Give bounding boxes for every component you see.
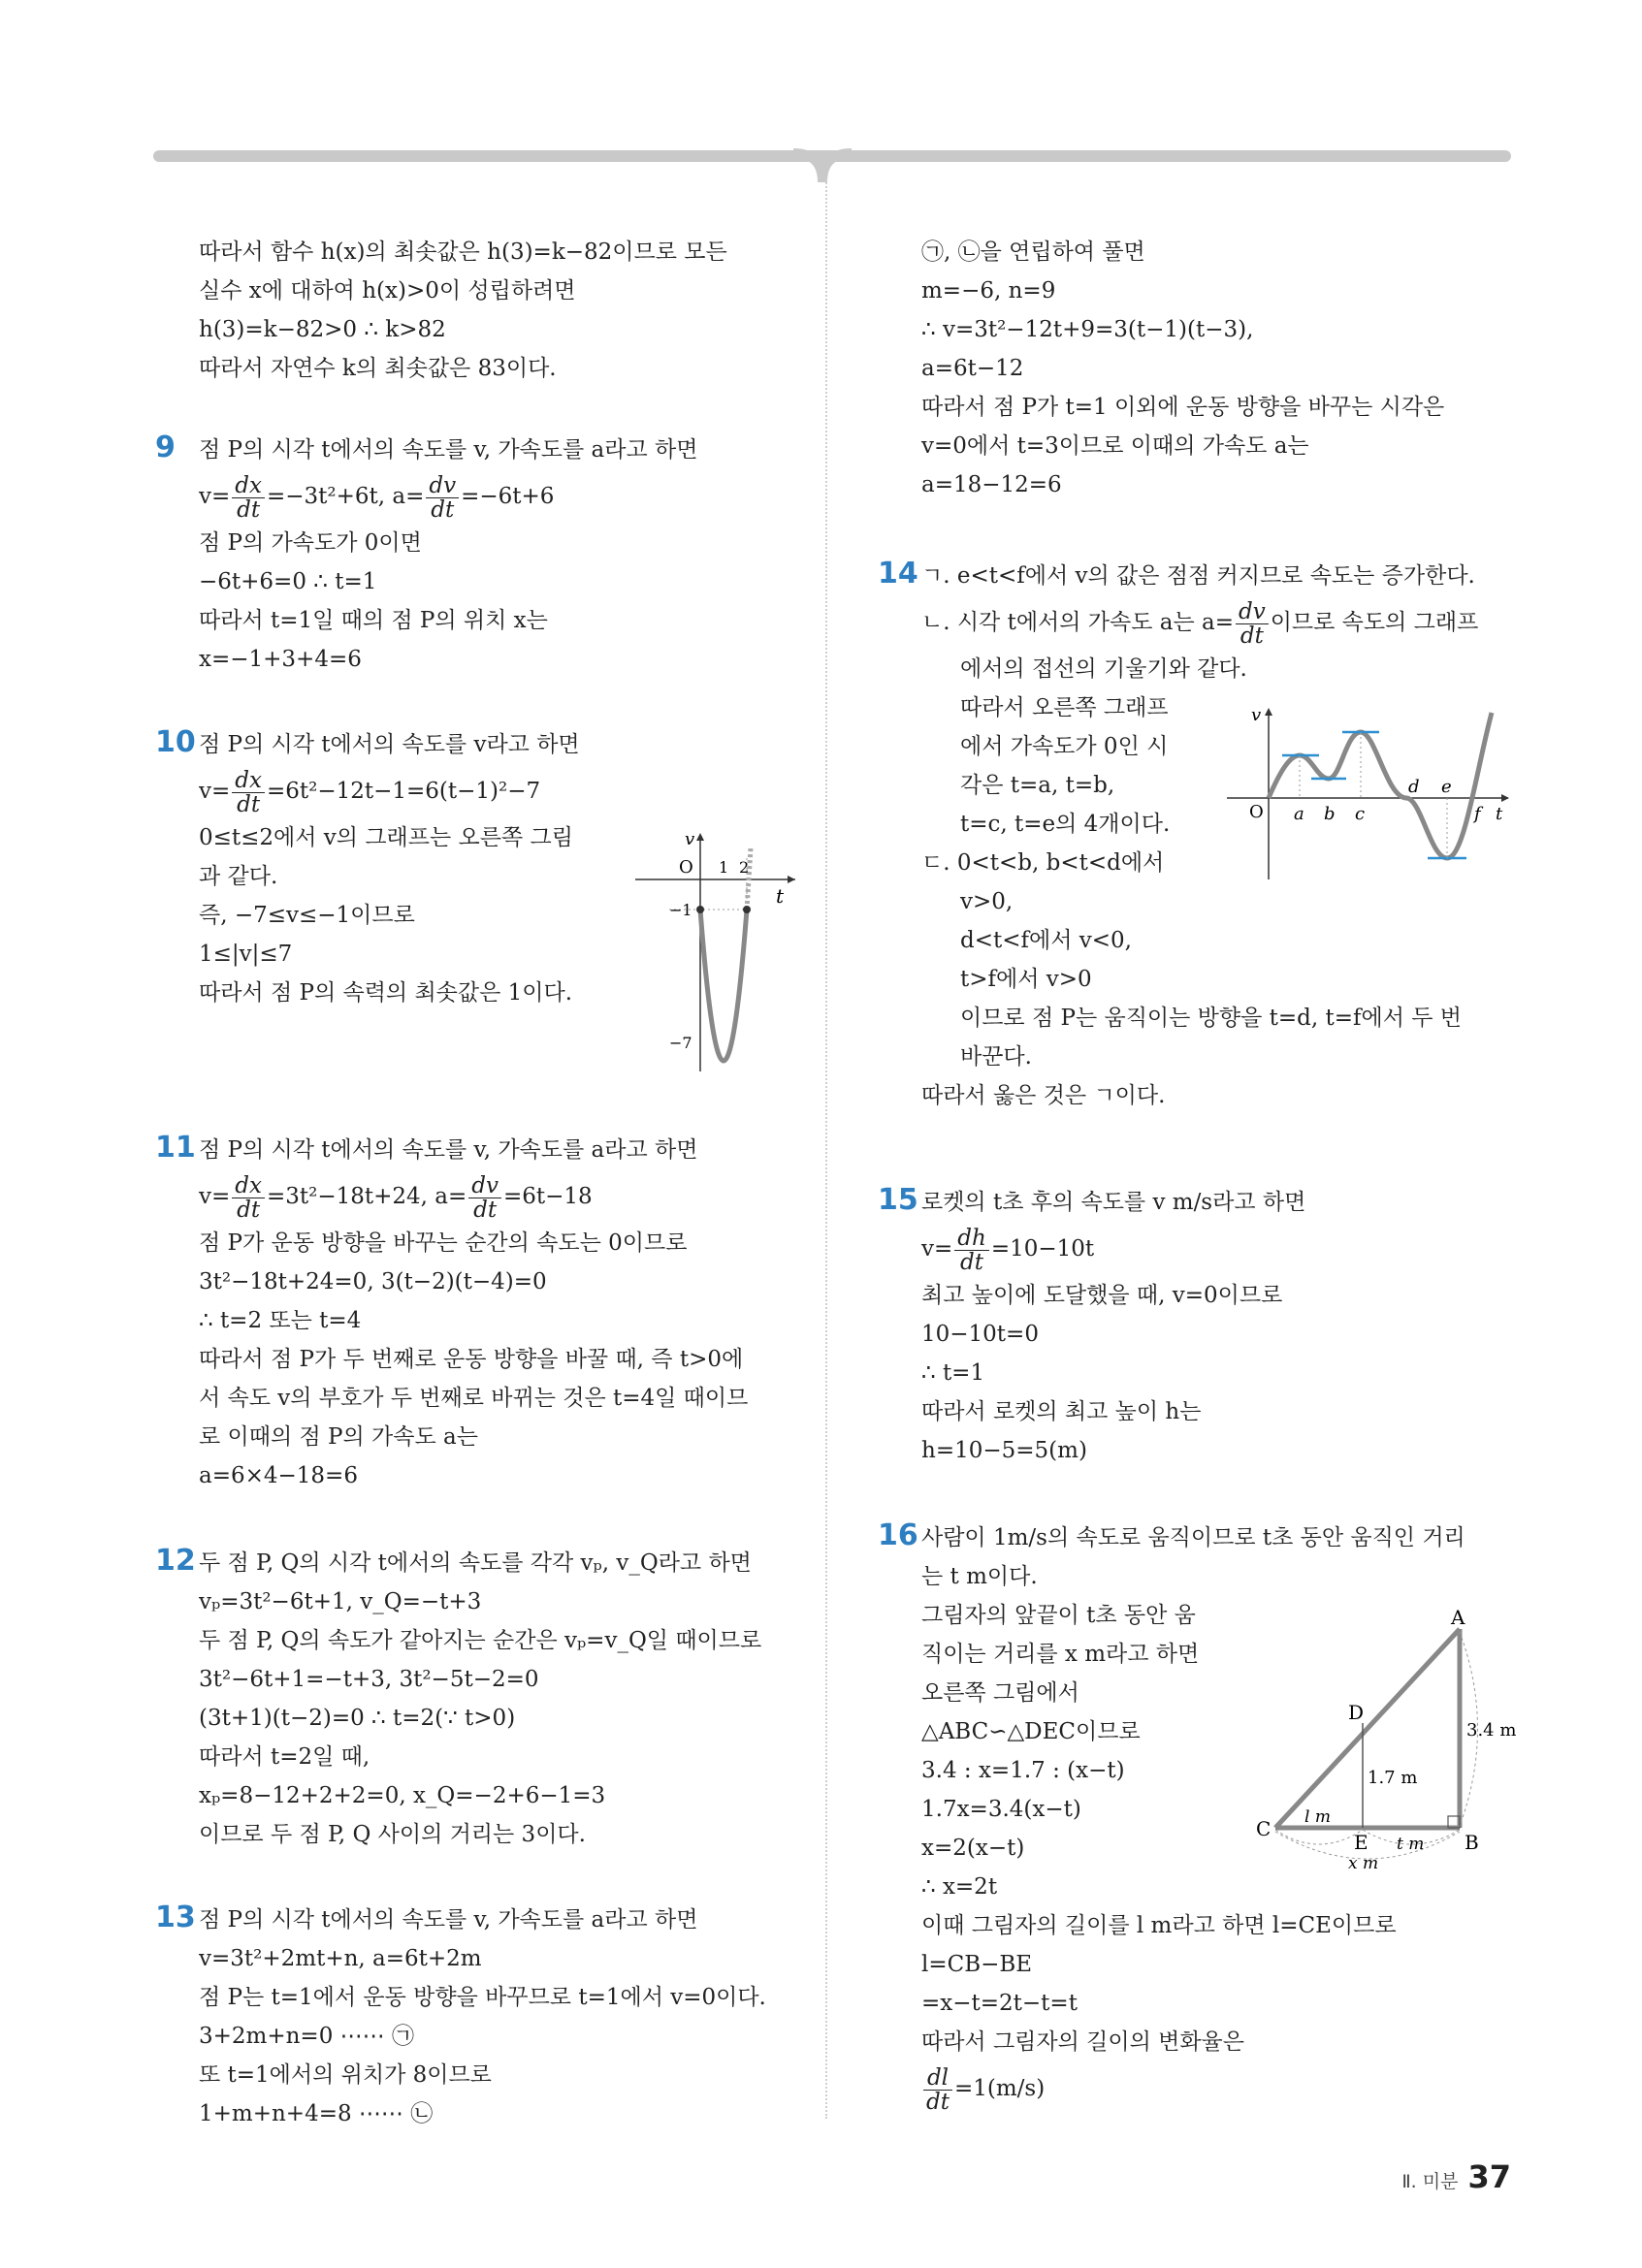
text-line: 그림자의 앞끝이 t초 동안 움 bbox=[921, 1603, 1196, 1628]
length-label: l m bbox=[1304, 1807, 1331, 1827]
text-line: 이때 그림자의 길이를 l m라고 하면 l=CE이므로 bbox=[921, 1913, 1397, 1938]
v-label: v bbox=[685, 829, 695, 849]
text-line: △ABC∽△DEC이므로 bbox=[921, 1719, 1141, 1744]
text-line: m=−6, n=9 bbox=[921, 278, 1056, 303]
text-line: 바꾼다. bbox=[960, 1044, 1032, 1070]
fraction bbox=[1236, 600, 1269, 648]
point bbox=[743, 906, 751, 913]
text-line: 점 P가 운동 방향을 바꾸는 순간의 속도는 0이므로 bbox=[199, 1230, 688, 1256]
text-line: v>0, bbox=[960, 889, 1014, 914]
text: =−3t²+6t, a= bbox=[266, 484, 425, 509]
text-line: ㄷ. 0<t<b, b<t<d에서 bbox=[921, 850, 1165, 876]
text-line: ∴ t=2 또는 t=4 bbox=[199, 1308, 362, 1333]
text-line: 3t²−6t+1=−t+3, 3t²−5t−2=0 bbox=[199, 1667, 539, 1692]
formula-line bbox=[921, 2061, 1465, 2116]
denominator: dt bbox=[926, 2089, 950, 2115]
text-line: 점 P의 시각 t에서의 속도를 v, 가속도를 a라고 하면 bbox=[199, 437, 698, 463]
tick-label-b: b bbox=[1324, 804, 1336, 824]
page-number: 37 bbox=[1467, 2158, 1511, 2195]
text-line: x=−1+3+4=6 bbox=[199, 647, 362, 672]
text-line: 따라서 점 P가 두 번째로 운동 방향을 바꿀 때, 즉 t>0에 bbox=[199, 1347, 744, 1372]
numerator: dl bbox=[923, 2066, 952, 2091]
text-line: l=CB−BE bbox=[921, 1952, 1033, 1977]
problem-number: 10 bbox=[155, 725, 196, 759]
text: =−6t+6 bbox=[461, 484, 555, 509]
text-line: 과 같다. bbox=[199, 864, 278, 889]
numerator: dx bbox=[232, 769, 265, 793]
text-line: (3t+1)(t−2)=0 ∴ t=2(∵ t>0) bbox=[199, 1706, 516, 1731]
text-line: ∴ t=1 bbox=[921, 1360, 985, 1386]
arrow-icon bbox=[1501, 794, 1509, 802]
formula-line bbox=[199, 1169, 748, 1224]
length-label: x m bbox=[1348, 1854, 1379, 1871]
problem-number: 11 bbox=[155, 1131, 196, 1165]
velocity-graph-10 bbox=[630, 829, 800, 1076]
text-line: 오른쪽 그림에서 bbox=[921, 1680, 1079, 1706]
text-line: 따라서 t=1일 때의 점 P의 위치 x는 bbox=[199, 608, 548, 633]
text-line: a=6t−12 bbox=[921, 356, 1024, 381]
text-line: 점 P의 시각 t에서의 속도를 v라고 하면 bbox=[199, 732, 580, 757]
numerator: dv bbox=[468, 1174, 501, 1198]
column-divider bbox=[825, 179, 827, 2119]
velocity-graph-14 bbox=[1222, 703, 1513, 882]
denominator: dt bbox=[431, 496, 455, 523]
solution-15 bbox=[921, 1183, 1305, 1470]
v-label: v bbox=[1251, 705, 1262, 725]
problem-number: 15 bbox=[878, 1183, 918, 1217]
numerator: dv bbox=[426, 474, 459, 498]
formula-line bbox=[921, 1222, 1305, 1276]
text-line: v=3t²+2mt+n, a=6t+2m bbox=[199, 1946, 482, 1971]
vertex-label: A bbox=[1451, 1606, 1465, 1629]
solution-13 bbox=[199, 1901, 766, 2133]
text-line: x=2(x−t) bbox=[921, 1836, 1025, 1861]
text: ㄴ. 시각 t에서의 가속도 a는 a= bbox=[921, 610, 1234, 635]
text-line: 점 P는 t=1에서 운동 방향을 바꾸므로 t=1에서 v=0이다. bbox=[199, 1985, 766, 2010]
length-label: 3.4 m bbox=[1466, 1720, 1517, 1741]
text-line: 1+m+n+4=8 ⋯⋯ ㉡ bbox=[199, 2101, 434, 2126]
fraction bbox=[426, 474, 459, 522]
dimension-arc bbox=[1275, 1830, 1363, 1844]
text-line: 따라서 옳은 것은 ㄱ이다. bbox=[921, 1083, 1166, 1108]
vertex-label: B bbox=[1465, 1831, 1479, 1854]
tick-label: −7 bbox=[669, 1034, 692, 1052]
text-line: ∴ x=2t bbox=[921, 1874, 998, 1900]
velocity-curve bbox=[1269, 713, 1492, 858]
text-line: 각은 t=a, t=b, bbox=[960, 773, 1115, 798]
solution-12 bbox=[199, 1544, 761, 1854]
text-line: t=c, t=e의 4개이다. bbox=[960, 812, 1171, 837]
text-line: 따라서 그림자의 길이의 변화율은 bbox=[921, 2029, 1244, 2055]
indented-block bbox=[921, 882, 1478, 1076]
vertex-label: D bbox=[1348, 1701, 1365, 1724]
text-line: ∴ v=3t²−12t+9=3(t−1)(t−3), bbox=[921, 317, 1254, 342]
text-line: 로켓의 t초 후의 속도를 v m/s라고 하면 bbox=[921, 1190, 1306, 1215]
arrow-icon bbox=[788, 876, 795, 883]
numerator: dv bbox=[1236, 600, 1269, 624]
right-continuation bbox=[921, 233, 1444, 504]
text-line: 따라서 자연수 k의 최솟값은 83이다. bbox=[199, 356, 557, 381]
point bbox=[696, 906, 704, 913]
text: =10−10t bbox=[990, 1236, 1095, 1262]
length-label: t m bbox=[1397, 1835, 1425, 1854]
text-line: a=6×4−18=6 bbox=[199, 1463, 358, 1488]
text-line: 점 P의 시각 t에서의 속도를 v, 가속도를 a라고 하면 bbox=[199, 1137, 698, 1163]
text-line: 3t²−18t+24=0, 3(t−2)(t−4)=0 bbox=[199, 1269, 547, 1294]
numerator: dh bbox=[954, 1227, 989, 1251]
text-line: vₚ=3t²−6t+1, v_Q=−t+3 bbox=[199, 1589, 482, 1614]
denominator: dt bbox=[237, 1197, 261, 1223]
text-line: xₚ=8−12+2+2=0, x_Q=−2+6−1=3 bbox=[199, 1783, 606, 1808]
fraction bbox=[954, 1227, 989, 1274]
text-line: 3+2m+n=0 ⋯⋯ ㉠ bbox=[199, 2024, 414, 2049]
text-line: 로 이때의 점 P의 가속도 a는 bbox=[199, 1424, 478, 1450]
denominator: dt bbox=[237, 791, 261, 817]
center-notch bbox=[793, 145, 852, 184]
t-label: t bbox=[1496, 804, 1503, 824]
text-line: 따라서 함수 h(x)의 최솟값은 h(3)=k−82이므로 모든 bbox=[199, 240, 727, 265]
text-line: 두 점 P, Q의 속도가 같아지는 순간은 vₚ=v_Q일 때이므로 bbox=[199, 1628, 762, 1653]
text-line: 점 P의 시각 t에서의 속도를 v, 가속도를 a라고 하면 bbox=[199, 1907, 698, 1933]
text-line: ㉠, ㉡을 연립하여 풀면 bbox=[921, 240, 1145, 265]
vertex-label: E bbox=[1354, 1831, 1368, 1854]
page-footer bbox=[1401, 2158, 1511, 2195]
text-line: 에서의 접선의 기울기와 같다. bbox=[960, 656, 1247, 682]
fraction bbox=[232, 1174, 265, 1222]
arrow-icon bbox=[1265, 708, 1272, 716]
tick-label-e: e bbox=[1441, 777, 1452, 797]
fraction bbox=[923, 2066, 952, 2114]
origin-label: O bbox=[679, 857, 693, 878]
similar-triangles-figure bbox=[1251, 1605, 1523, 1871]
text-line: 1≤|v|≤7 bbox=[199, 942, 293, 967]
length-label: 1.7 m bbox=[1368, 1768, 1418, 1788]
text: =1(m/s) bbox=[953, 2076, 1046, 2101]
fraction bbox=[468, 1174, 501, 1222]
t-label: t bbox=[776, 884, 785, 908]
vertex-label: C bbox=[1256, 1817, 1272, 1840]
tick-label: 1 bbox=[719, 858, 729, 877]
fraction bbox=[232, 474, 265, 522]
denominator: dt bbox=[1240, 623, 1264, 649]
tick-label-a: a bbox=[1294, 804, 1304, 824]
text-line: h=10−5=5(m) bbox=[921, 1438, 1087, 1463]
formula-line bbox=[921, 595, 1478, 650]
section-label: Ⅱ. 미분 bbox=[1401, 2171, 1459, 2192]
formula-line bbox=[199, 764, 580, 818]
text-line: 최고 높이에 도달했을 때, v=0이므로 bbox=[921, 1283, 1283, 1308]
text-line: ㄱ. e<t<f에서 v의 값은 점점 커지므로 속도는 증가한다. bbox=[921, 563, 1475, 589]
numerator: dx bbox=[232, 474, 265, 498]
text-line: −6t+6=0 ∴ t=1 bbox=[199, 569, 377, 594]
tick-label-f: f bbox=[1474, 804, 1481, 824]
text: v= bbox=[199, 484, 231, 509]
text: =6t²−12t−1=6(t−1)²−7 bbox=[266, 779, 541, 804]
text-line: 따라서 로켓의 최고 높이 h는 bbox=[921, 1399, 1202, 1424]
text-line: t>f에서 v>0 bbox=[960, 967, 1092, 992]
text-line: 따라서 점 P의 속력의 최솟값은 1이다. bbox=[199, 980, 573, 1006]
text-line: 이므로 두 점 P, Q 사이의 거리는 3이다. bbox=[199, 1822, 586, 1847]
tick-label-c: c bbox=[1355, 804, 1366, 824]
text-line: 는 t m이다. bbox=[921, 1564, 1038, 1589]
fraction bbox=[232, 769, 265, 816]
text-line: 직이는 거리를 x m라고 하면 bbox=[921, 1642, 1200, 1667]
text-line: 10−10t=0 bbox=[921, 1322, 1039, 1347]
text-line: 1.7x=3.4(x−t) bbox=[921, 1797, 1081, 1822]
text-line: 두 점 P, Q의 시각 t에서의 속도를 각각 vₚ, v_Q라고 하면 bbox=[199, 1550, 752, 1576]
solution-9 bbox=[199, 431, 697, 679]
text-line: 따라서 t=2일 때, bbox=[199, 1744, 370, 1770]
text-line: 점 P의 가속도가 0이면 bbox=[199, 530, 422, 556]
text-line: 즉, −7≤v≤−1이므로 bbox=[199, 903, 415, 928]
solution-11 bbox=[199, 1131, 748, 1495]
text-line: 3.4 : x=1.7 : (x−t) bbox=[921, 1758, 1125, 1783]
tick-label: 2 bbox=[739, 858, 750, 877]
text-line: 실수 x에 대하여 h(x)>0이 성립하려면 bbox=[199, 278, 576, 303]
text: =3t²−18t+24, a= bbox=[266, 1184, 467, 1209]
text-line: 0≤t≤2에서 v의 그래프는 오른쪽 그림 bbox=[199, 825, 573, 850]
solution-10 bbox=[199, 725, 580, 1012]
text-line: h(3)=k−82>0 ∴ k>82 bbox=[199, 317, 446, 342]
tick-label: −1 bbox=[669, 901, 692, 919]
text: 이므로 속도의 그래프 bbox=[1270, 610, 1479, 635]
origin-label: O bbox=[1249, 802, 1264, 822]
text-line: 서 속도 v의 부호가 두 번째로 바뀌는 것은 t=4일 때이므 bbox=[199, 1386, 749, 1411]
formula-line bbox=[199, 469, 697, 524]
text: v= bbox=[199, 1184, 231, 1209]
tick-label-d: d bbox=[1408, 777, 1420, 797]
denominator: dt bbox=[237, 496, 261, 523]
text-line: 이므로 점 P는 움직이는 방향을 t=d, t=f에서 두 번 bbox=[960, 1006, 1463, 1031]
text-line: =x−t=2t−t=t bbox=[921, 1991, 1078, 2016]
arrow-icon bbox=[696, 833, 704, 841]
text-line: v=0에서 t=3이므로 이때의 가속도 a는 bbox=[921, 433, 1309, 459]
problem-number: 16 bbox=[878, 1518, 918, 1552]
text-line: 따라서 오른쪽 그래프 bbox=[960, 695, 1169, 720]
problem-number: 9 bbox=[155, 431, 176, 464]
text: v= bbox=[199, 779, 231, 804]
problem-number: 13 bbox=[155, 1901, 196, 1934]
denominator: dt bbox=[960, 1249, 984, 1275]
text-line: 에서 가속도가 0인 시 bbox=[960, 734, 1169, 759]
text: =6t−18 bbox=[502, 1184, 593, 1209]
left-continuation bbox=[199, 233, 727, 388]
text: v= bbox=[921, 1236, 953, 1262]
problem-number: 14 bbox=[878, 557, 918, 591]
text-line: 따라서 점 P가 t=1 이외에 운동 방향을 바꾸는 시각은 bbox=[921, 395, 1445, 420]
problem-number: 12 bbox=[155, 1544, 196, 1578]
text-line: 또 t=1에서의 위치가 8이므로 bbox=[199, 2062, 492, 2088]
hypotenuse-ca bbox=[1275, 1629, 1460, 1828]
text-line: d<t<f에서 v<0, bbox=[960, 928, 1132, 953]
numerator: dx bbox=[232, 1174, 265, 1198]
text-line: a=18−12=6 bbox=[921, 472, 1062, 497]
denominator: dt bbox=[473, 1197, 498, 1223]
text-line: 사람이 1m/s의 속도로 움직이므로 t초 동안 움직인 거리 bbox=[921, 1525, 1465, 1550]
velocity-curve bbox=[700, 910, 747, 1061]
